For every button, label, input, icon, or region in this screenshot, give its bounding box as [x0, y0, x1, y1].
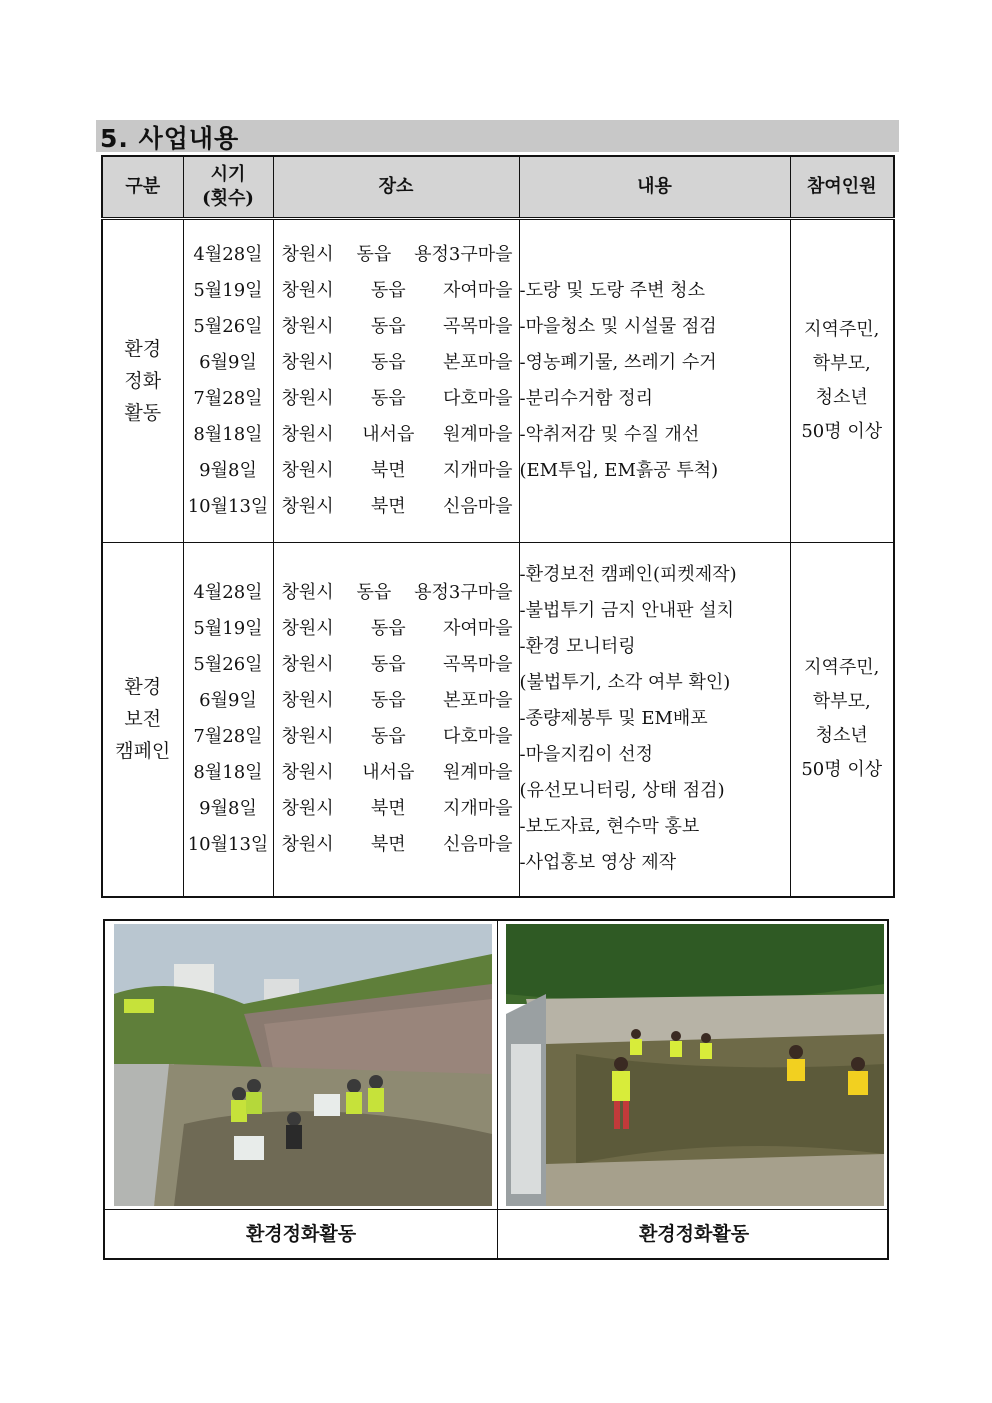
participants-line: 청소년: [815, 386, 868, 408]
header-period-line1: 시기: [210, 163, 246, 185]
period-cell: [183, 218, 273, 542]
photo-caption-left: 환경정화활동: [245, 1223, 357, 1245]
content-line: -환경보전 캠페인(피켓제작): [519, 564, 737, 586]
category-line: 환경: [124, 676, 162, 699]
content-line: -마을청소 및 시설물 점검: [519, 315, 717, 337]
category-line: 정화: [124, 369, 162, 392]
place-line: 창원시 동읍 용정3구마을: [281, 582, 513, 604]
category-line: 캠페인: [115, 740, 171, 763]
participants-line: 학부모,: [812, 352, 871, 374]
date-line: 7월28일: [193, 387, 263, 409]
participants-line: 학부모,: [812, 691, 871, 713]
place-line: 창원시 동읍 자여마을: [281, 279, 513, 301]
place-line: 창원시 동읍 곡목마을: [281, 654, 513, 676]
place-line: 창원시 북면 신음마을: [281, 495, 513, 517]
place-line: 창원시 동읍 본포마을: [281, 690, 513, 712]
content-line: -환경 모니터링: [519, 636, 636, 658]
content-line: -악취저감 및 수질 개선: [519, 423, 700, 445]
content-line: -불법투기 금지 안내판 설치: [519, 600, 735, 622]
content-line: (불법투기, 소각 여부 확인): [519, 672, 731, 694]
participants-cell: [790, 218, 894, 542]
content-cell: [519, 542, 790, 897]
date-line: 5월26일: [193, 315, 263, 337]
cleanup-photo-left: [114, 924, 492, 1206]
place-line: 창원시 동읍 곡목마을: [281, 315, 513, 337]
date-line: 4월28일: [193, 582, 263, 604]
content-line: (유선모니터링, 상태 점검): [519, 780, 725, 802]
date-line: 10월13일: [187, 495, 269, 517]
category-line: 보전: [124, 708, 162, 731]
place-cell: [273, 542, 519, 897]
content-line: -도랑 및 도랑 주변 청소: [519, 279, 705, 301]
participants-line: 지역주민,: [804, 657, 880, 679]
participants-line: 청소년: [815, 725, 868, 747]
date-line: 6월9일: [199, 690, 257, 712]
date-line: 5월26일: [193, 654, 263, 676]
place-line: 창원시 북면 지개마을: [281, 459, 513, 481]
photo-gallery: [103, 919, 889, 1260]
place-line: 창원시 내서읍 원계마을: [281, 762, 513, 784]
place-line: 창원시 동읍 용정3구마을: [281, 243, 513, 265]
place-cell: [273, 218, 519, 542]
header-period: [183, 156, 273, 218]
period-cell: [183, 542, 273, 897]
place-line: 창원시 북면 지개마을: [281, 798, 513, 820]
table-header-row: [102, 156, 894, 218]
content-line: -보도자료, 현수막 홍보: [519, 816, 700, 838]
date-line: 4월28일: [193, 243, 263, 265]
content-line: -영농폐기물, 쓰레기 수거: [519, 351, 717, 373]
content-line: (EM투입, EM흙공 투척): [519, 459, 719, 481]
content-line: -사업홍보 영상 제작: [519, 852, 677, 874]
content-line: -마을지킴이 선정: [519, 744, 654, 766]
header-participants: 참여인원: [790, 156, 894, 218]
participants-line: 50명 이상: [801, 759, 883, 781]
business-content-table: [101, 155, 895, 898]
place-line: 창원시 북면 신음마을: [281, 834, 513, 856]
category-line: 환경: [124, 337, 162, 360]
header-period-line2: (횟수): [202, 187, 254, 209]
date-line: 8월18일: [193, 762, 263, 784]
cleanup-photo-right: [506, 924, 884, 1206]
content-cell: [519, 218, 790, 542]
place-line: 창원시 동읍 본포마을: [281, 351, 513, 373]
participants-line: 지역주민,: [804, 318, 880, 340]
date-line: 7월28일: [193, 726, 263, 748]
content-line: -종량제봉투 및 EM배포: [519, 708, 708, 730]
header-content: 내용: [519, 156, 790, 218]
table-row: [102, 542, 894, 897]
section-title: 5. 사업내용: [100, 124, 240, 153]
participants-line: 50명 이상: [801, 420, 883, 442]
category-line: 활동: [124, 401, 162, 424]
date-line: 9월8일: [199, 459, 257, 481]
date-line: 8월18일: [193, 423, 263, 445]
category-cell: [102, 542, 183, 897]
participants-cell: [790, 542, 894, 897]
gallery-divider-vertical: [497, 921, 498, 1258]
date-line: 5월19일: [193, 279, 263, 301]
category-cell: [102, 218, 183, 542]
header-place: 장소: [273, 156, 519, 218]
place-line: 창원시 내서읍 원계마을: [281, 423, 513, 445]
date-line: 9월8일: [199, 798, 257, 820]
date-line: 10월13일: [187, 834, 269, 856]
header-category: 구분: [102, 156, 183, 218]
content-line: -분리수거함 정리: [519, 387, 654, 409]
photo-caption-right: 환경정화활동: [638, 1223, 750, 1245]
place-line: 창원시 동읍 다호마을: [281, 387, 513, 409]
table-row: [102, 218, 894, 542]
date-line: 6월9일: [199, 351, 257, 373]
place-line: 창원시 동읍 자여마을: [281, 618, 513, 640]
date-line: 5월19일: [193, 618, 263, 640]
place-line: 창원시 동읍 다호마을: [281, 726, 513, 748]
